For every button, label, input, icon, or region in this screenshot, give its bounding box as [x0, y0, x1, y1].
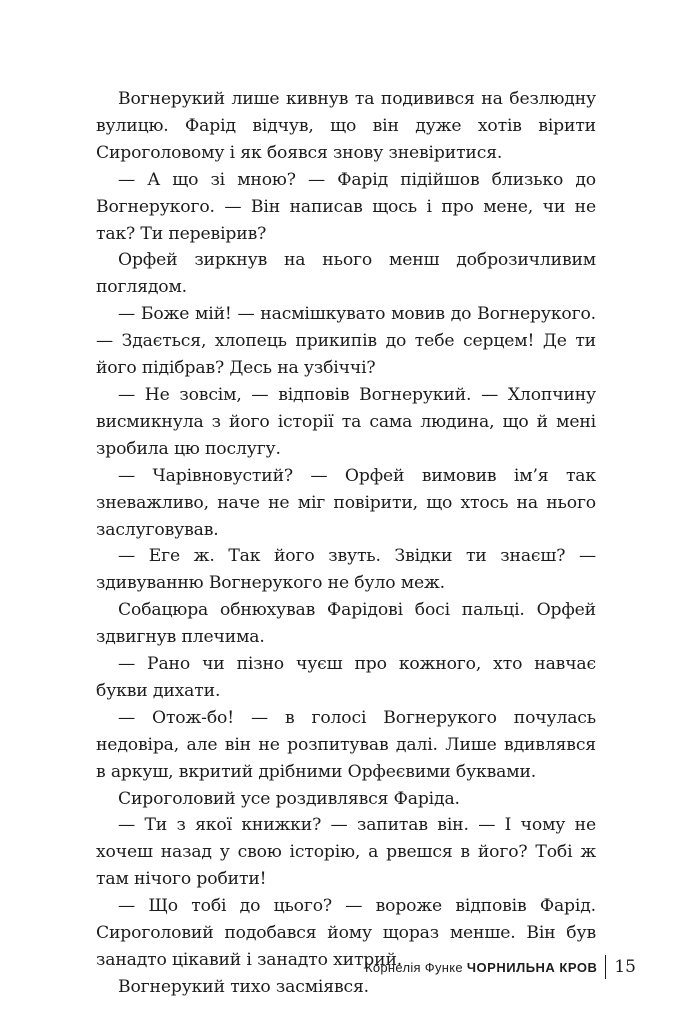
paragraph: Сироголовий усе роздивлявся Фаріда.	[118, 788, 460, 809]
paragraph: — Боже мій! — насмішкувато мовив до Вогнерукого. — Здається, хлопець прикипів до тебе серцем! Де ти його підібрав? Десь на узбіччі?	[96, 304, 596, 379]
paragraph: — Еге ж. Так його звуть. Звідки ти знаєш? — здивуванню Вогнерукого не було меж.	[96, 546, 596, 594]
paragraph: — Отож-бо! — в голосі Вогнерукого почулась недовіра, але він не розпитував далі. Лише вдивлявся в аркуш, вкритий дрібними Орфеєвими буквами.	[96, 707, 596, 782]
body-text	[96, 86, 596, 1001]
footer-author: Корнелія Функе	[364, 959, 463, 975]
paragraph: — Не зовсім, — відповів Вогнерукий. — Хлопчину висмикнула з його історії та сама людина, що й мені зробила цю послугу.	[96, 384, 596, 459]
paragraph: Собацюра обнюхував Фарідові босі пальці. Орфей здвигнув плечима.	[96, 600, 596, 648]
page-number: 15	[614, 957, 636, 977]
paragraph: Вогнерукий лише кивнув та подивився на безлюдну вулицю. Фарід відчув, що він дуже хотів вірити Сироголовому і як боявся знову зневіритися.	[96, 89, 596, 163]
footer-divider	[605, 955, 606, 979]
paragraph: — Ти з якої книжки? — запитав він. — І чому не хочеш назад у свою історію, а рвешся в його? Тобі ж там нічого робити!	[96, 815, 596, 890]
running-footer	[365, 954, 636, 980]
paragraph: — А що зі мною? — Фарід підійшов близько до Вогнерукого. — Він написав щось і про мене, чи не так? Ти перевірив?	[96, 169, 596, 244]
footer-book-title: ЧОРНИЛЬНА КРОВ	[466, 959, 598, 975]
paragraph: Орфей зиркнув на нього менш доброзичливим поглядом.	[96, 250, 596, 298]
paragraph: — Що тобі до цього? — вороже відповів Фарід. Сироголовий подобався йому щораз менше. Він був занадто цікавий і занадто хитрий.	[96, 896, 596, 970]
paragraph: — Чарівновустий? — Орфей вимовив ім’я так зневажливо, наче не міг повірити, що хтось на нього заслуговував.	[96, 465, 596, 540]
paragraph: Вогнерукий тихо засміявся.	[118, 976, 369, 997]
paragraph: — Рано чи пізно чуєш про кожного, хто навчає букви дихати.	[96, 654, 596, 701]
